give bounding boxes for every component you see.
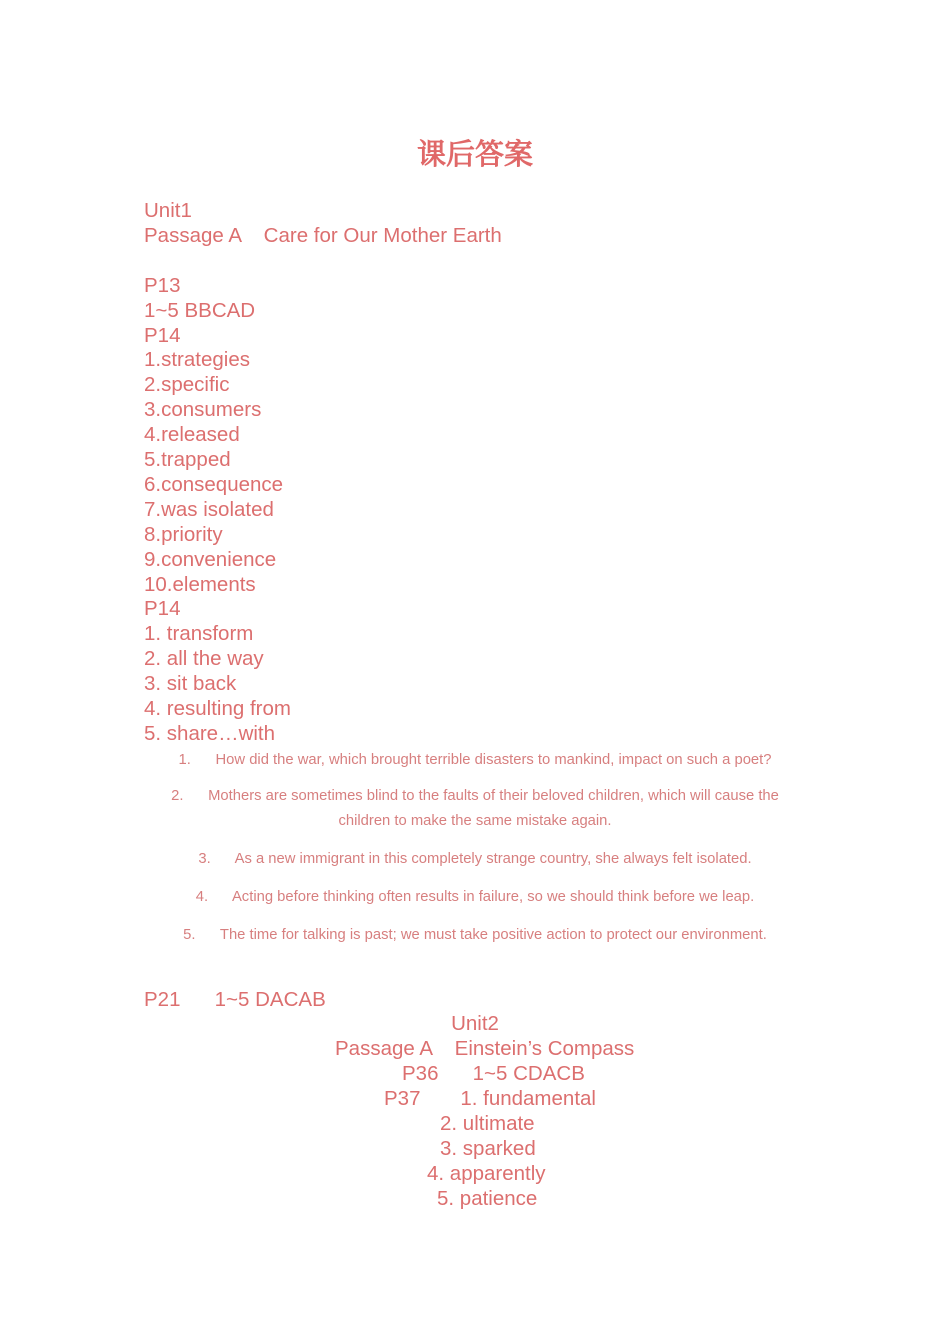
vocab-answer: 8.priority [144,522,223,546]
p36-answers: P36 1~5 CDACB [402,1062,585,1085]
vocab-answer: 4.released [144,423,240,447]
vocab-answer: 10.elements [144,572,256,596]
sentence: 2. Mothers are sometimes blind to the faults of their beloved children, which will cause the [171,788,779,804]
p14-label: P14 [144,597,181,621]
sentence: 4. Acting before thinking often results in failure, so we should think before we leap. [195,889,755,905]
vocab-answer: 9.convenience [144,547,277,571]
phrase-answer: 3. sit back [144,672,237,696]
unit1-heading: Unit1 [144,199,192,222]
unit1-passage-title: Passage A Care for Our Mother Earth [144,223,502,247]
p37-answers: P37 1. fundamental [384,1087,596,1110]
p13-label: P13 [144,273,181,297]
unit1-answers [144,199,502,747]
unit2-heading: Unit2 [451,1012,499,1035]
page-title: 课后答案 [416,137,533,171]
vocab-answer: 5. patience [437,1187,538,1210]
vocab-answer: 3. sparked [440,1137,536,1160]
p21-answers: P21 1~5 DACAB [144,988,326,1011]
vocab-answer: 5.trapped [144,448,231,472]
spacer [144,249,502,274]
vocab-answer: 7.was isolated [144,497,274,521]
sentence: 5. The time for talking is past; we must take positive action to protect our environment. [183,927,767,943]
vocab-answer: 3.consumers [144,398,262,422]
phrase-answer: 1. transform [144,622,254,646]
p13-answers: 1~5 BBCAD [144,298,256,322]
phrase-answer: 4. resulting from [144,697,291,721]
vocab-answer: 2. ultimate [440,1112,535,1135]
vocab-answer: 2.specific [144,373,230,397]
phrase-answer: 5. share…with [144,722,276,746]
vocab-answer: 6.consequence [144,472,284,496]
phrase-answer: 2. all the way [144,647,264,671]
sentence: 1. How did the war, which brought terrible disasters to mankind, impact on such a poet? [178,752,772,768]
sentence: 3. As a new immigrant in this completely strange country, she always felt isolated. [198,851,752,867]
vocab-answer: 4. apparently [427,1162,546,1185]
vocab-answer: 1.strategies [144,348,250,372]
p14-label: P14 [144,323,181,347]
sentence-continuation: children to make the same mistake again. [338,813,612,829]
unit2-passage-title: Passage A Einstein’s Compass [335,1037,635,1060]
